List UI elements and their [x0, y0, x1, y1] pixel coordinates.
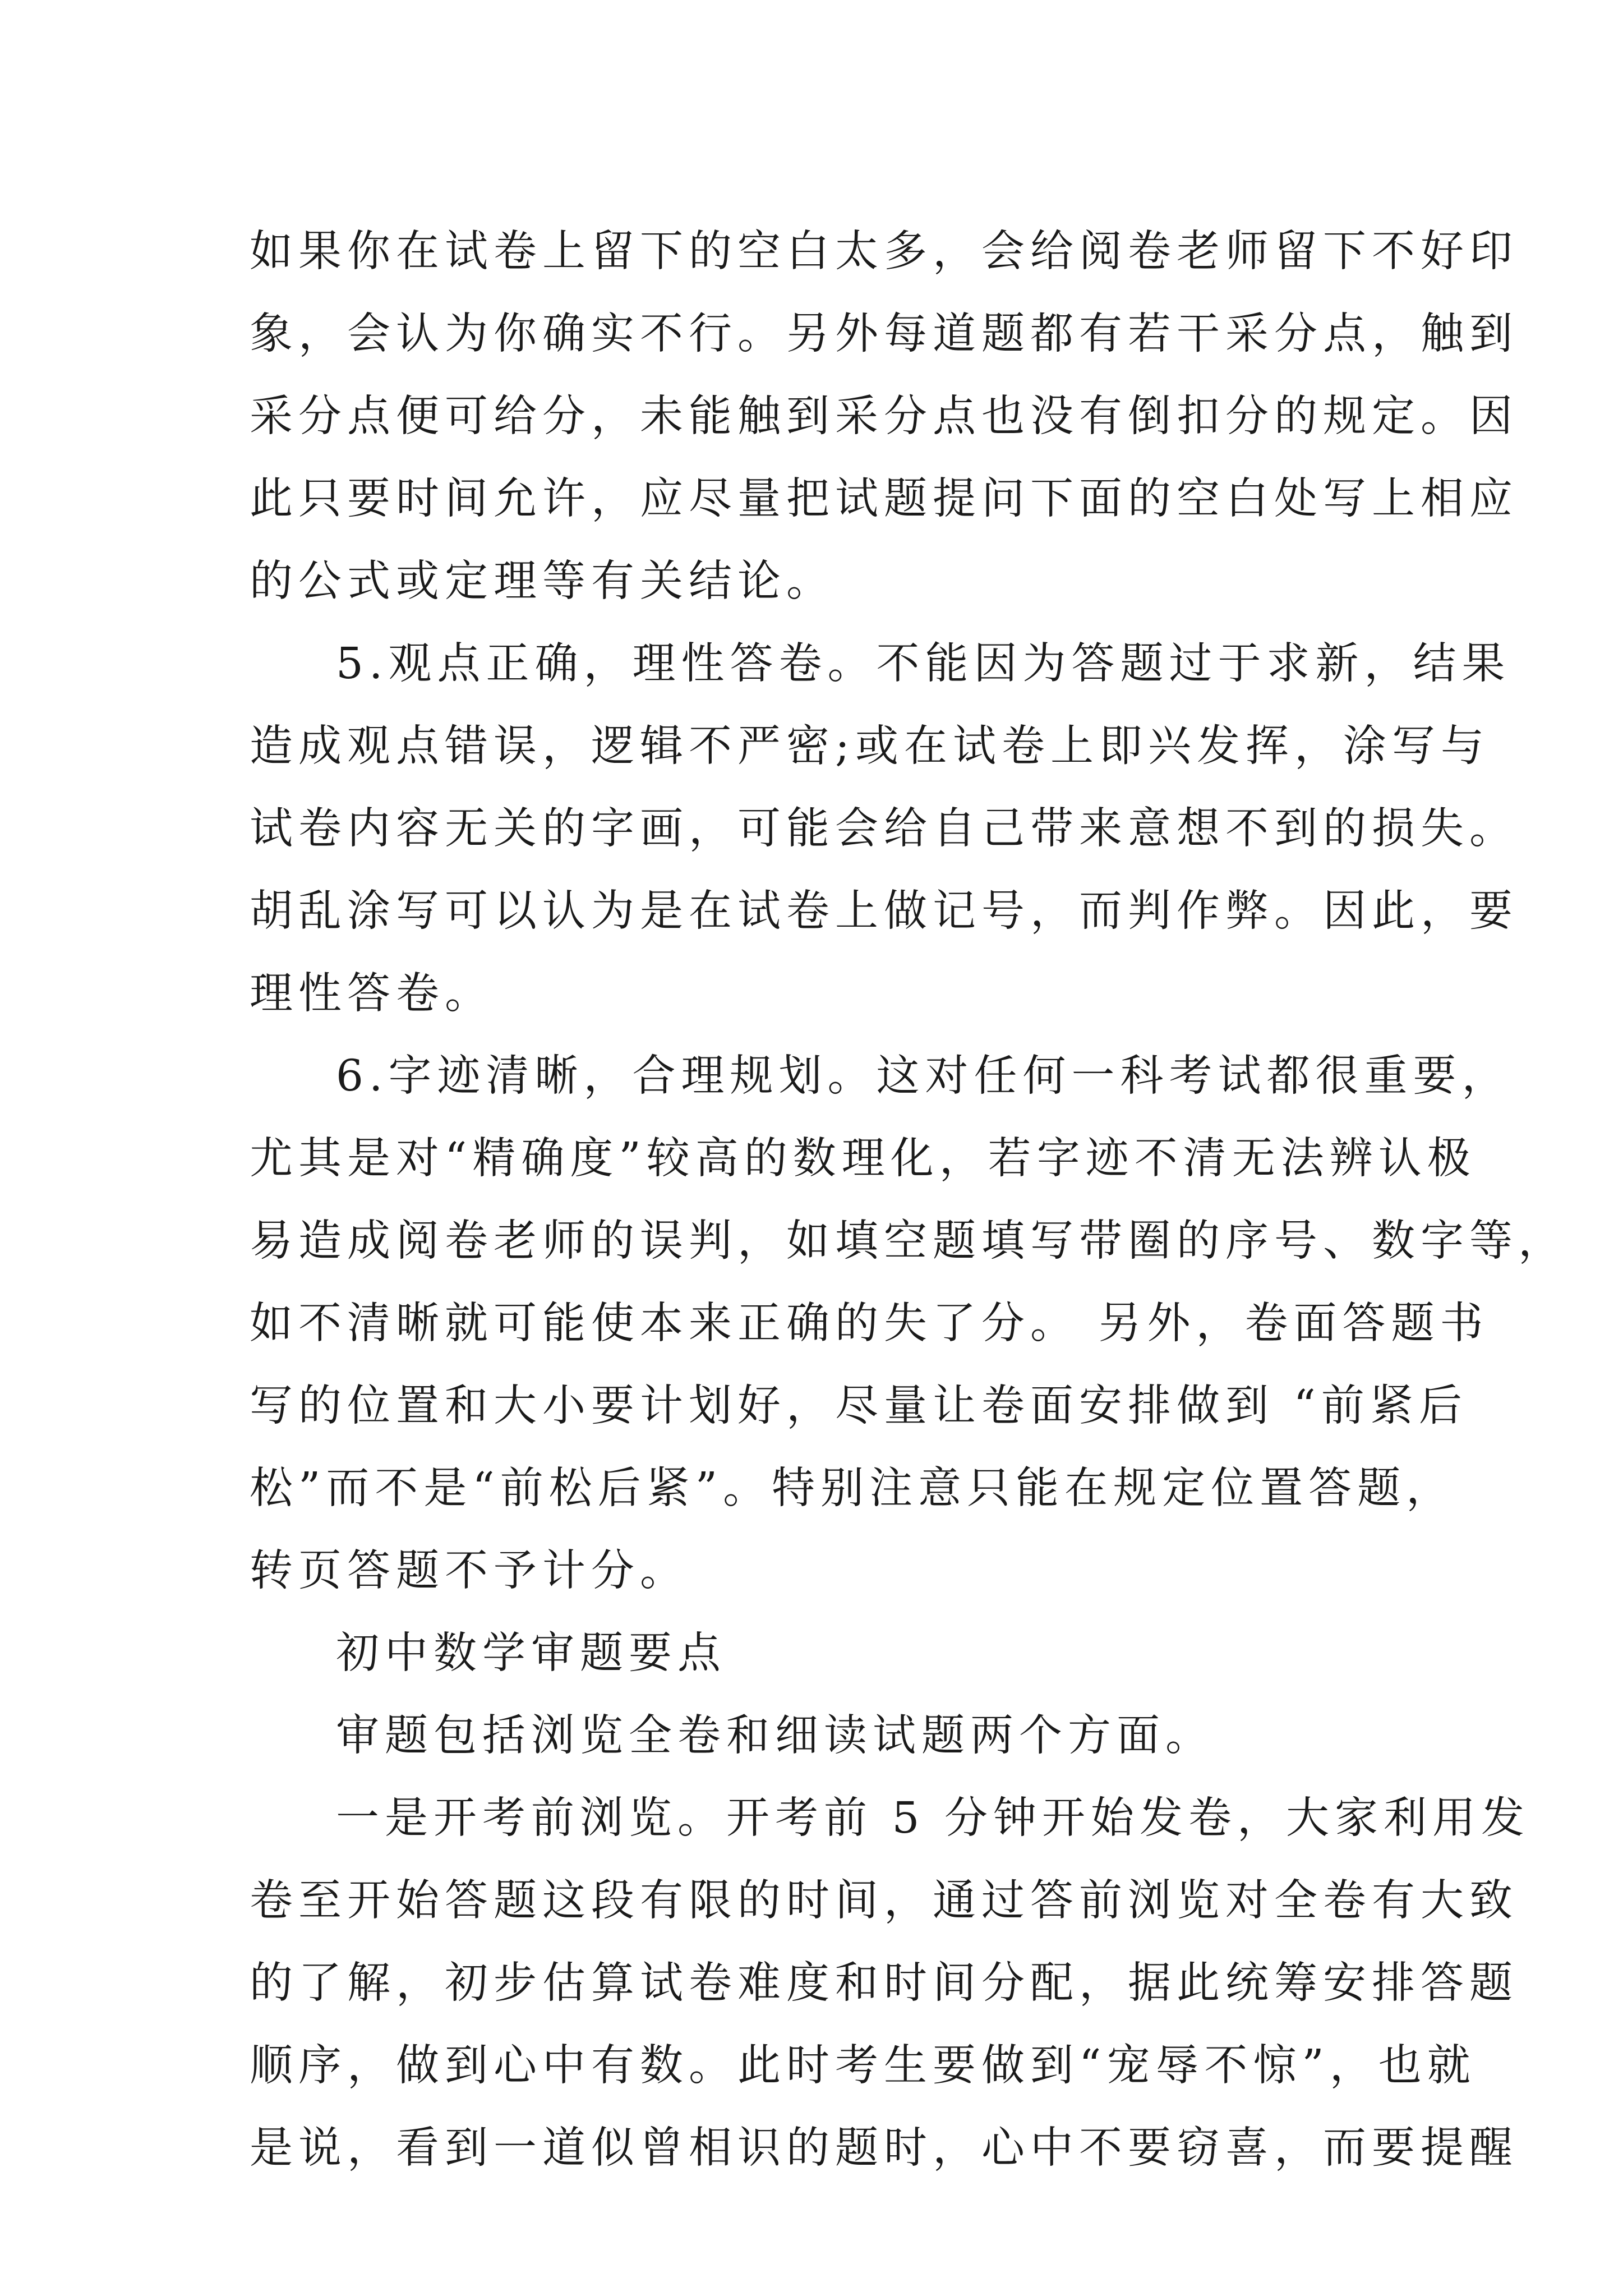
text-line: 试卷内容无关的字画，可能会给自己带来意想不到的损失。 [250, 804, 1518, 854]
text-line: 造成观点错误，逻辑不严密;或在试卷上即兴发挥，涂写与 [250, 721, 1490, 771]
text-line: 松”而不是“前松后紧”。特别注意只能在规定位置答题， [250, 1464, 1455, 1513]
text-line: 卷至开始答题这段有限的时间，通过答前浏览对全卷有大致 [250, 1876, 1518, 1926]
text-line: 尤其是对“精确度”较高的数理化，若字迹不清无法辨认极 [250, 1134, 1476, 1184]
text-line: 转页答题不予计分。 [250, 1546, 689, 1596]
text-line: 一是开考前浏览。开考前 5 分钟开始发卷，大家利用发 [336, 1793, 1530, 1843]
text-line: 写的位置和大小要计划好，尽量让卷面安排做到 “前紧后 [250, 1381, 1468, 1431]
text-line: 是说，看到一道似曾相识的题时，心中不要窃喜，而要提醒 [250, 2123, 1518, 2173]
text-line: 易造成阅卷老师的误判，如填空题填写带圈的序号、数字等， [250, 1216, 1567, 1266]
text-line: 象，会认为你确实不行。另外每道题都有若干采分点，触到 [250, 309, 1518, 359]
document-page [250, 210, 1567, 2189]
text-line: 审题包括浏览全卷和细读试题两个方面。 [336, 1711, 1214, 1761]
text-line: 如不清晰就可能使本来正确的失了分。 另外，卷面答题书 [250, 1299, 1489, 1349]
text-line: 5.观点正确，理性答卷。不能因为答题过于求新，结果 [336, 639, 1511, 689]
text-line: 如果你在试卷上留下的空白太多，会给阅卷老师留下不好印 [250, 227, 1518, 277]
text-line: 采分点便可给分，未能触到采分点也没有倒扣分的规定。因 [250, 392, 1518, 441]
text-line: 的公式或定理等有关结论。 [250, 556, 835, 606]
text-line: 理性答卷。 [250, 969, 494, 1019]
text-line: 初中数学审题要点 [336, 1628, 726, 1678]
text-line: 胡乱涂写可以认为是在试卷上做记号，而判作弊。因此，要 [250, 886, 1518, 936]
text-line: 的了解，初步估算试卷难度和时间分配，据此统筹安排答题 [250, 1958, 1518, 2008]
text-line: 此只要时间允许，应尽量把试题提问下面的空白处写上相应 [250, 474, 1518, 524]
text-line: 6.字迹清晰，合理规划。这对任何一科考试都很重要， [336, 1051, 1511, 1101]
text-line: 顺序，做到心中有数。此时考生要做到“宠辱不惊”，也就 [250, 2041, 1476, 2091]
